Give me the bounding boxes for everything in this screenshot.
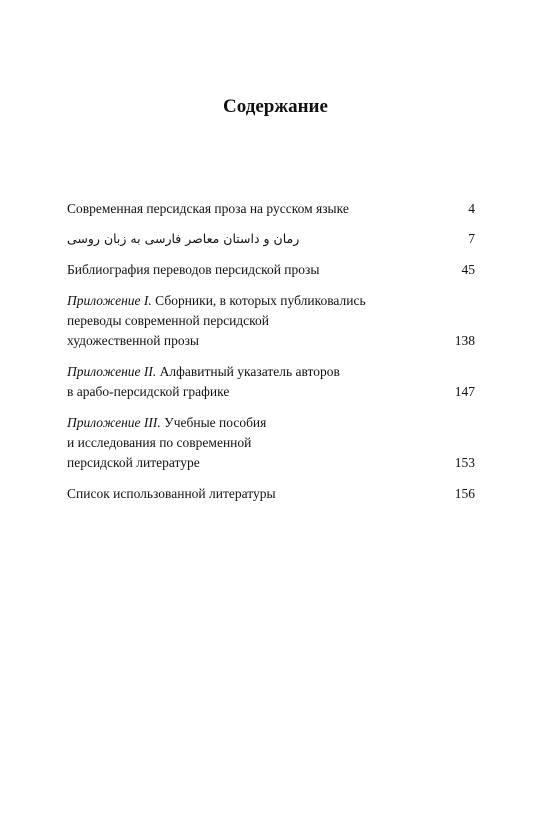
toc-entry[interactable] xyxy=(67,229,475,249)
toc-entry-title-line: Библиография переводов персидской прозы xyxy=(67,262,320,277)
toc-page-number: 147 xyxy=(454,384,475,399)
toc-entry-title-line: в арабо-персидской графике xyxy=(67,384,230,399)
table-of-contents xyxy=(67,199,475,504)
toc-entry-title-line: и исследования по современной xyxy=(67,435,252,450)
appendix-label: Приложение I. xyxy=(67,293,152,308)
toc-entry-title-line xyxy=(67,291,366,311)
toc-entry-title-text: Алфавитный указатель авторов xyxy=(156,364,340,379)
toc-entry-title-line: رمان و داستان معاصر فارسی به زبان روسی xyxy=(67,231,300,246)
toc-entry[interactable] xyxy=(67,260,475,280)
toc-entry-title xyxy=(67,260,319,280)
toc-page-number: 138 xyxy=(454,333,475,348)
toc-entry-title xyxy=(67,484,276,504)
toc-entry-title xyxy=(67,413,266,473)
toc-entry[interactable] xyxy=(67,291,475,351)
toc-entry-title-line: художественной прозы xyxy=(67,333,200,348)
toc-entry-title-line xyxy=(67,362,340,382)
toc-entry-title-line: персидской литературе xyxy=(67,455,200,470)
page-title: Содержание xyxy=(223,96,328,117)
toc-entry-title xyxy=(67,199,349,219)
toc-page-number: 156 xyxy=(454,486,475,501)
toc-entry[interactable] xyxy=(67,362,475,402)
toc-page-number: 45 xyxy=(461,262,475,277)
toc-entry[interactable] xyxy=(67,484,475,504)
toc-entry-title xyxy=(67,291,366,351)
toc-entry[interactable] xyxy=(67,199,475,219)
toc-entry-title-line: переводы современной персидской xyxy=(67,313,269,328)
toc-page-number: 153 xyxy=(454,455,475,470)
toc-entry-title-line: Список использованной литературы xyxy=(67,486,276,501)
toc-entry-title-text: Сборники, в которых публиковались xyxy=(151,293,366,308)
toc-entry[interactable] xyxy=(67,413,475,473)
toc-entry-title-line: Современная персидская проза на русском языке xyxy=(67,201,349,216)
appendix-label: Приложение III. xyxy=(67,415,161,430)
toc-entry-title-line xyxy=(67,413,266,433)
toc-page-number: 7 xyxy=(468,231,475,246)
toc-entry-title-text: Учебные пособия xyxy=(160,415,267,430)
toc-entry-title xyxy=(67,229,299,249)
appendix-label: Приложение II. xyxy=(67,364,157,379)
toc-page-number: 4 xyxy=(468,201,475,216)
toc-entry-title xyxy=(67,362,340,402)
